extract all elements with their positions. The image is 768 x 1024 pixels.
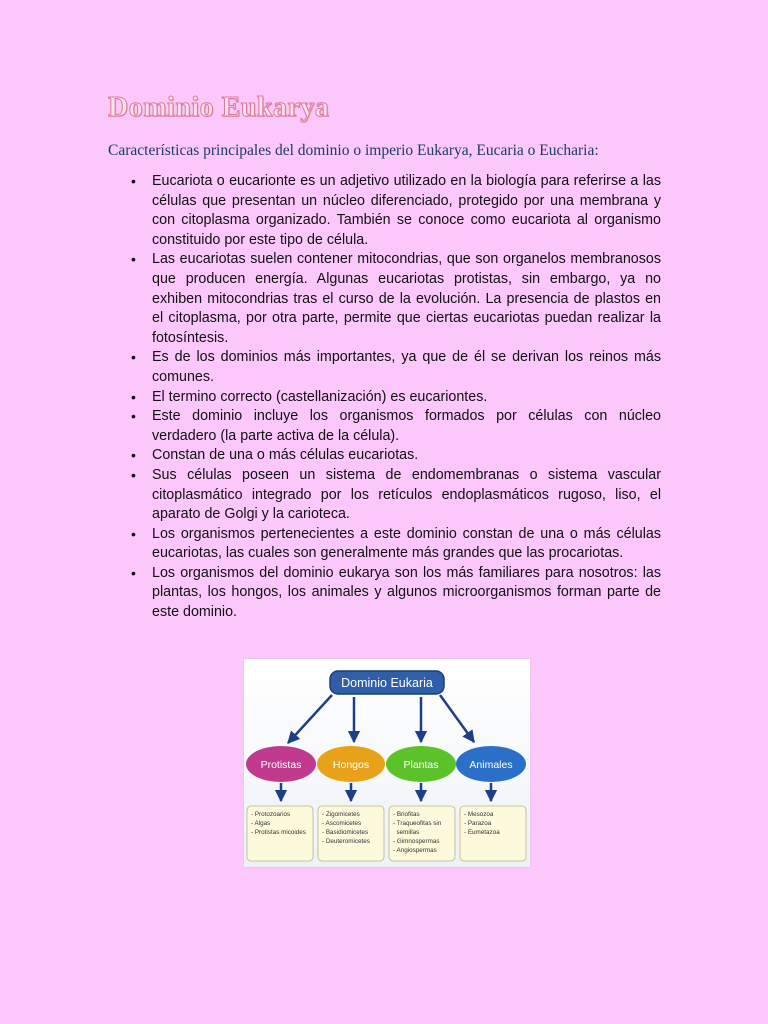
- box-item: - Mesozoa: [464, 811, 494, 818]
- box-item: - Gimnospermas: [393, 838, 440, 845]
- box-item: semillas: [393, 829, 420, 836]
- subtitle: Características principales del dominio o imperio Eukarya, Eucaria o Eucharia:: [108, 142, 599, 159]
- kingdom-label: Plantas: [403, 759, 439, 771]
- list-item: • Eucariota o eucarionte es un adjetivo utilizado en la biología para referirse a las células que presentan un núcleo diferenciado, protegido por una membrana y con citoplasma organizado. También se conoce como eucariota al organismo constituido por este tipo de célula.: [152, 172, 661, 250]
- list-item: • Este dominio incluye los organismos formados por células con núcleo verdadero (la parte activa de la célula).: [152, 407, 661, 446]
- arrow: [440, 695, 474, 742]
- box-item: - Zigomicetes: [322, 811, 360, 818]
- list-item: • Las eucariotas suelen contener mitocondrias, que son organelos membranosos que producen energía. Algunas eucariotas protistas, sin embargo, ya no exhiben mitocondrias tras el curso de la evolución. La presencia de plastos en el citoplasma, por otra parte, permite que ciertas eucariotas puedan realizar la fotosíntesis.: [152, 250, 661, 348]
- box-item: - Protozoarios: [251, 811, 291, 818]
- box-item: - Eumetazoa: [464, 829, 500, 836]
- box-item: - Ascomicetes: [322, 820, 362, 827]
- list-item: • Es de los dominios más importantes, ya que de él se derivan los reinos más comunes.: [152, 348, 661, 387]
- box-item: - Traqueofitas sin: [393, 820, 442, 827]
- box-item: - Briofitas: [393, 811, 420, 818]
- list-item: • Los organismos pertenecientes a este dominio constan de una o más células eucariotas, las cuales son generalmente más grandes que las procariotas.: [152, 525, 661, 564]
- eukarya-diagram: [244, 659, 530, 867]
- list-item: • Sus células poseen un sistema de endomembranas o sistema vascular citoplasmático integrado por los retículos endoplasmáticos rugoso, liso, el aparato de Golgi y la carioteca.: [152, 466, 661, 525]
- box-item: - Basidiomicetes: [322, 829, 369, 836]
- box-item: - Deuteromicetes: [322, 838, 370, 845]
- characteristics-list: [108, 172, 661, 623]
- box-item: - Protistas micoides: [251, 829, 306, 836]
- box-item: - Algas: [251, 820, 271, 827]
- root-label: Dominio Eukaria: [341, 676, 433, 690]
- diagram-canvas: [244, 659, 530, 867]
- box-item: - Parazoa: [464, 820, 492, 827]
- list-item: • El termino correcto (castellanización) es eucariontes.: [152, 388, 661, 408]
- kingdom-label: Protistas: [260, 759, 302, 771]
- list-item: • Los organismos del dominio eukarya son los más familiares para nosotros: las plantas, los hongos, los animales y algunos microorganismos forman parte de este dominio.: [152, 564, 661, 623]
- list-item: • Constan de una o más células eucariotas.: [152, 446, 661, 466]
- page-title: Dominio Eukarya: [108, 92, 330, 123]
- arrow: [288, 695, 332, 743]
- kingdom-label: Hongos: [332, 759, 370, 771]
- kingdom-label: Animales: [469, 759, 513, 771]
- box-item: - Angiospermas: [393, 847, 437, 854]
